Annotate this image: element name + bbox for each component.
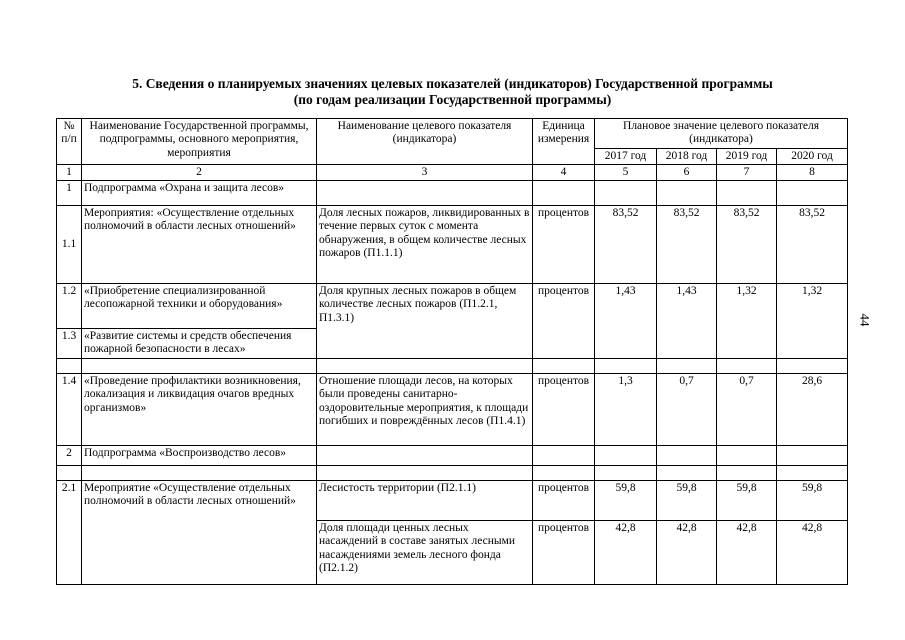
header-year: 2020 год: [777, 148, 848, 164]
header-num: № п/п: [57, 119, 82, 165]
header-year: 2017 год: [595, 148, 657, 164]
row-value: 1,3: [595, 374, 657, 446]
row-indicator: Отношение площади лесов, на которых были проведены санитарно-оздоровительные мероприятия, к площади погибших и повреждённых лесов (П1.4.1): [317, 374, 533, 446]
header-year: 2019 год: [717, 148, 777, 164]
row-indicator: Доля крупных лесных пожаров в общем количестве лесных пожаров (П1.2.1, П1.3.1): [317, 284, 533, 359]
row-value: 83,52: [595, 206, 657, 284]
row-value: 42,8: [595, 521, 657, 585]
row-num: 1: [57, 181, 82, 206]
row-value: 1,32: [777, 284, 848, 359]
indicators-table: [56, 118, 848, 585]
row-indicator: [317, 446, 533, 466]
row-value: [777, 181, 848, 206]
row-unit: процентов: [533, 206, 595, 284]
column-number: 5: [595, 164, 657, 180]
row-value: 83,52: [657, 206, 717, 284]
page-number: 44: [857, 313, 873, 327]
row-value: 1,43: [595, 284, 657, 359]
column-number: 3: [317, 164, 533, 180]
row-value: 59,8: [657, 481, 717, 521]
row-indicator: Доля площади ценных лесных насаждений в составе занятых лесными насаждениями земель лесного фонда (П2.1.2): [317, 521, 533, 585]
table-row: [57, 206, 848, 284]
row-num: 1.2: [57, 284, 82, 329]
row-num: 2.1: [57, 481, 82, 585]
header-name: Наименование Государственной программы, подпрограммы, основного мероприятия, мероприятия: [82, 119, 317, 165]
header-year: 2018 год: [657, 148, 717, 164]
header-indicator: Наименование целевого показателя (индикатора): [317, 119, 533, 165]
table-row: [57, 284, 848, 329]
row-unit: процентов: [533, 481, 595, 521]
row-value: 83,52: [717, 206, 777, 284]
row-unit: процентов: [533, 284, 595, 359]
row-unit: процентов: [533, 521, 595, 585]
title-line-2: (по годам реализации Государственной программы): [293, 92, 612, 107]
row-value: 42,8: [717, 521, 777, 585]
title-line-1: 5. Сведения о планируемых значениях целевых показателей (индикаторов) Государственной программы: [132, 76, 773, 91]
header-unit: Единица измерения: [533, 119, 595, 165]
row-value: [717, 181, 777, 206]
document-title: [0, 76, 905, 108]
row-name: Подпрограмма «Охрана и защита лесов»: [82, 181, 317, 206]
row-value: 42,8: [657, 521, 717, 585]
row-value: 59,8: [777, 481, 848, 521]
header-plan: Плановое значение целевого показателя (индикатора): [595, 119, 848, 149]
row-value: 42,8: [777, 521, 848, 585]
row-value: [657, 446, 717, 466]
table-row: [57, 181, 848, 206]
row-value: 0,7: [657, 374, 717, 446]
column-number: 4: [533, 164, 595, 180]
row-name: «Проведение профилактики возникновения, локализация и ликвидация очагов вредных организмов»: [82, 374, 317, 446]
row-name: «Приобретение специализированной лесопожарной техники и оборудования»: [82, 284, 317, 329]
row-num: 1.3: [57, 329, 82, 359]
row-unit: [533, 181, 595, 206]
row-name: «Развитие системы и средств обеспечения пожарной безопасности в лесах»: [82, 329, 317, 359]
row-indicator: [317, 181, 533, 206]
column-number: 1: [57, 164, 82, 180]
row-value: [657, 181, 717, 206]
table-row: [57, 481, 848, 521]
table-spacer-row: [57, 466, 848, 481]
column-number: 2: [82, 164, 317, 180]
column-number: 6: [657, 164, 717, 180]
column-number: 7: [717, 164, 777, 180]
row-num: 2: [57, 446, 82, 466]
column-number: 8: [777, 164, 848, 180]
row-name: Мероприятие «Осуществление отдельных полномочий в области лесных отношений»: [82, 481, 317, 585]
row-value: 0,7: [717, 374, 777, 446]
row-value: [595, 181, 657, 206]
row-value: 28,6: [777, 374, 848, 446]
table-row: [57, 446, 848, 466]
header-row-1: [57, 119, 848, 149]
row-value: 1,32: [717, 284, 777, 359]
row-unit: процентов: [533, 374, 595, 446]
row-value: 59,8: [717, 481, 777, 521]
row-value: [777, 446, 848, 466]
row-value: 59,8: [595, 481, 657, 521]
table-row: [57, 374, 848, 446]
row-value: 1,43: [657, 284, 717, 359]
row-num: 1.1: [57, 206, 82, 284]
row-num: 1.4: [57, 374, 82, 446]
row-name: Подпрограмма «Воспроизводство лесов»: [82, 446, 317, 466]
row-indicator: Доля лесных пожаров, ликвидированных в течение первых суток с момента обнаружения, в общем количестве лесных пожаров (П1.1.1): [317, 206, 533, 284]
row-value: [717, 446, 777, 466]
row-indicator: Лесистость территории (П2.1.1): [317, 481, 533, 521]
row-name: Мероприятия: «Осуществление отдельных полномочий в области лесных отношений»: [82, 206, 317, 284]
row-unit: [533, 446, 595, 466]
row-value: [595, 446, 657, 466]
column-numbers-row: [57, 164, 848, 180]
row-value: 83,52: [777, 206, 848, 284]
table-spacer-row: [57, 359, 848, 374]
